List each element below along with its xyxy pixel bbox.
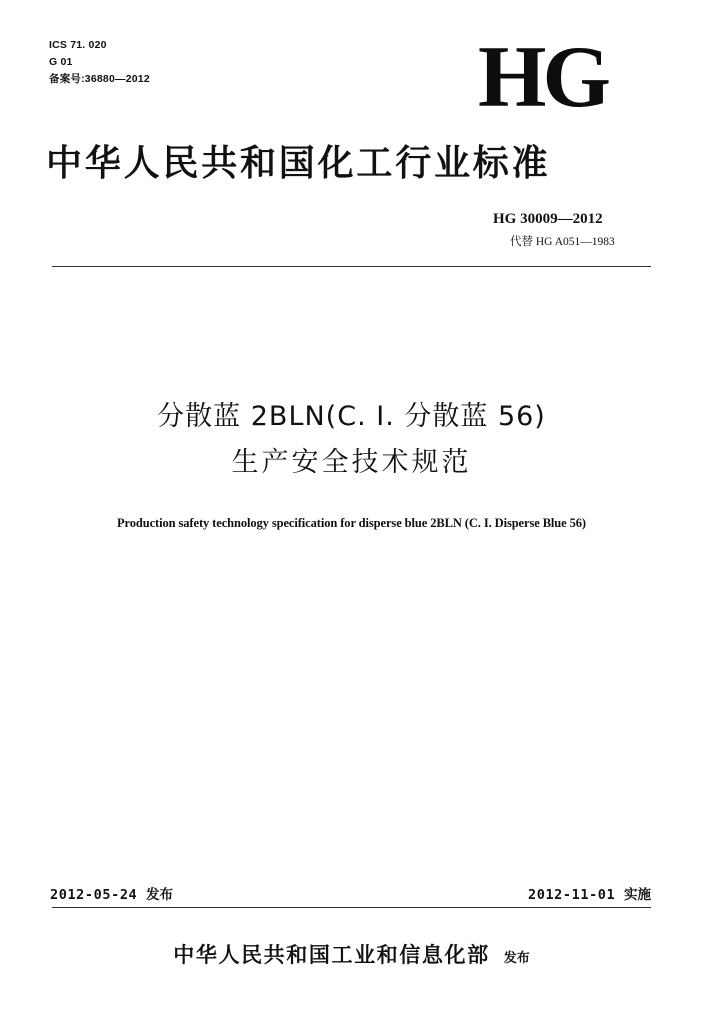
document-title-en: Production safety technology specification for disperse blue 2BLN (C. I. Disperse Blue 56) [117,516,586,530]
issuer-block [0,938,703,976]
publish-label: 发布 [146,887,174,903]
filing-number: 备案号:36880—2012 [49,73,150,85]
document-title-cn-line1: 分散蓝 2BLN(C. I. 分散蓝 56) [157,401,546,432]
publish-date: 2012-05-24 [50,887,138,903]
standard-type-heading: 中华人民共和国化工行业标准 [46,142,551,184]
ccs-code: G 01 [49,56,73,68]
footer-divider [52,907,651,908]
issue-label: 发布 [503,951,530,966]
header-divider [52,266,651,267]
ics-code: ICS 71. 020 [49,39,107,51]
replaces-note: 代替 HG A051—1983 [510,236,615,248]
implement-label: 实施 [624,887,651,903]
implement-date: 2012-11-01 [527,887,616,903]
standard-number: HG 30009—2012 [493,211,603,227]
document-title-cn-line2: 生产安全技术规范 [231,447,472,478]
classification-block [49,37,150,88]
implement-date-block [528,885,651,905]
hg-logo: HG [478,29,607,126]
publish-date-block [50,885,173,905]
issuer-name: 中华人民共和国工业和信息化部 [173,942,490,967]
